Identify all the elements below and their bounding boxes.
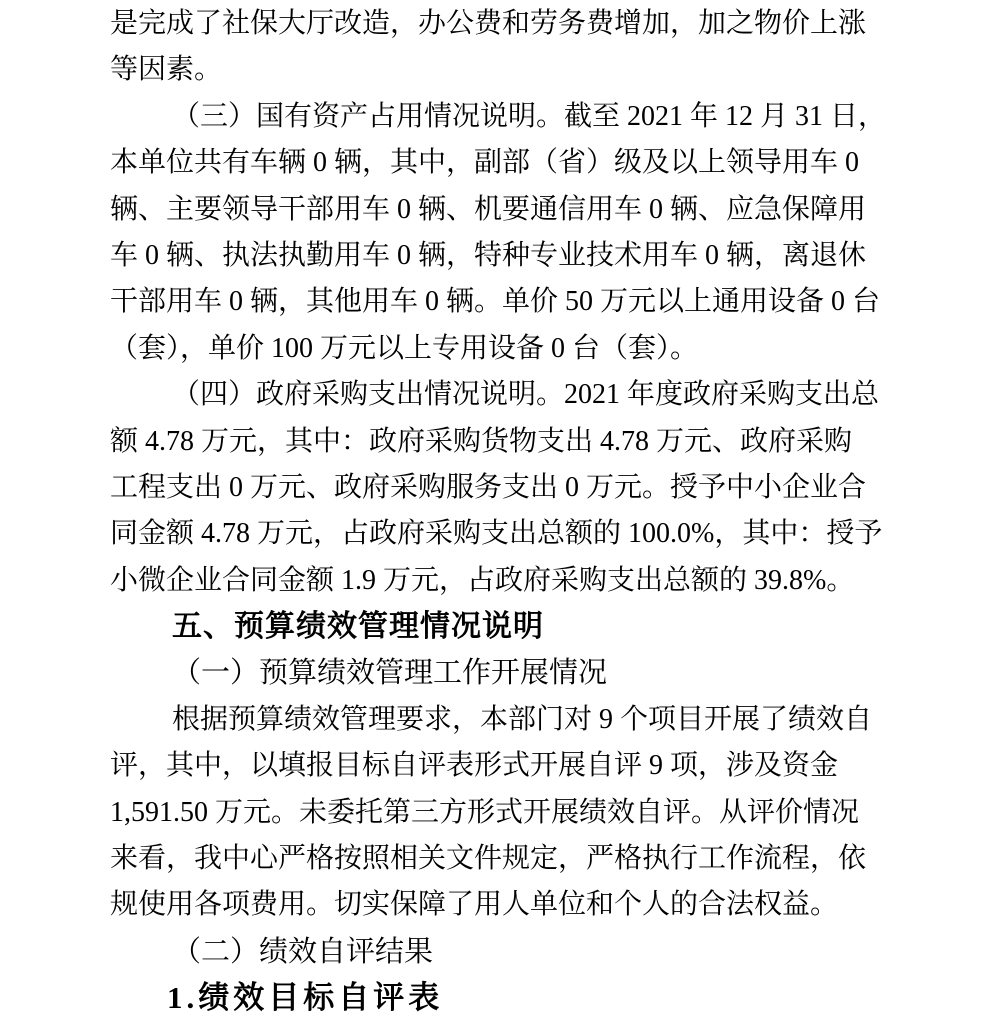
body-line: 辆、主要领导干部用车 0 辆、机要通信用车 0 辆、应急保障用 — [110, 193, 867, 225]
body-line: 1,591.50 万元。未委托第三方形式开展绩效自评。从评价情况 — [110, 796, 860, 828]
numbered-item-heading: 1.绩效目标自评表 — [167, 980, 444, 1016]
body-line: 小微企业合同金额 1.9 万元，占政府采购支出总额的 39.8%。 — [110, 564, 855, 596]
body-line: 车 0 辆、执法执勤用车 0 辆，特种专业技术用车 0 辆，离退休 — [110, 239, 867, 271]
document-text-block — [110, 1, 895, 1022]
body-line: 本单位共有车辆 0 辆，其中，副部（省）级及以上领导用车 0 — [110, 147, 860, 179]
body-line: 评，其中，以填报目标自评表形式开展自评 9 项，涉及资金 — [110, 750, 839, 782]
paragraph-start-line: （四）政府采购支出情况说明。2021 年度政府采购支出总 — [172, 379, 880, 411]
body-line: 同金额 4.78 万元，占政府采购支出总额的 100.0%，其中：授予 — [110, 518, 883, 550]
body-line: 工程支出 0 万元、政府采购服务支出 0 万元。授予中小企业合 — [110, 471, 867, 503]
body-line: 等因素。 — [110, 54, 223, 86]
subsection-heading: （一）预算绩效管理工作开展情况 — [172, 657, 608, 690]
section-heading: 五、预算绩效管理情况说明 — [172, 610, 544, 644]
paragraph-start-line: 根据预算绩效管理要求，本部门对 9 个项目开展了绩效自 — [172, 703, 873, 735]
body-line: 来看，我中心严格按照相关文件规定，严格执行工作流程，依 — [110, 843, 867, 875]
subsection-heading: （二）绩效自评结果 — [172, 935, 434, 968]
body-line: 是完成了社保大厅改造，办公费和劳务费增加，加之物价上涨 — [110, 8, 867, 39]
body-line: （套），单价 100 万元以上专用设备 0 台（套）。 — [110, 332, 699, 364]
body-line: 规使用各项费用。切实保障了用人单位和个人的合法权益。 — [110, 889, 839, 921]
paragraph-start-line: （三）国有资产占用情况说明。截至 2021 年 12 月 31 日， — [172, 100, 887, 132]
body-line: 额 4.78 万元，其中：政府采购货物支出 4.78 万元、政府采购 — [110, 425, 853, 457]
body-line: 干部用车 0 辆，其他用车 0 辆。单价 50 万元以上通用设备 0 台 — [110, 286, 881, 318]
